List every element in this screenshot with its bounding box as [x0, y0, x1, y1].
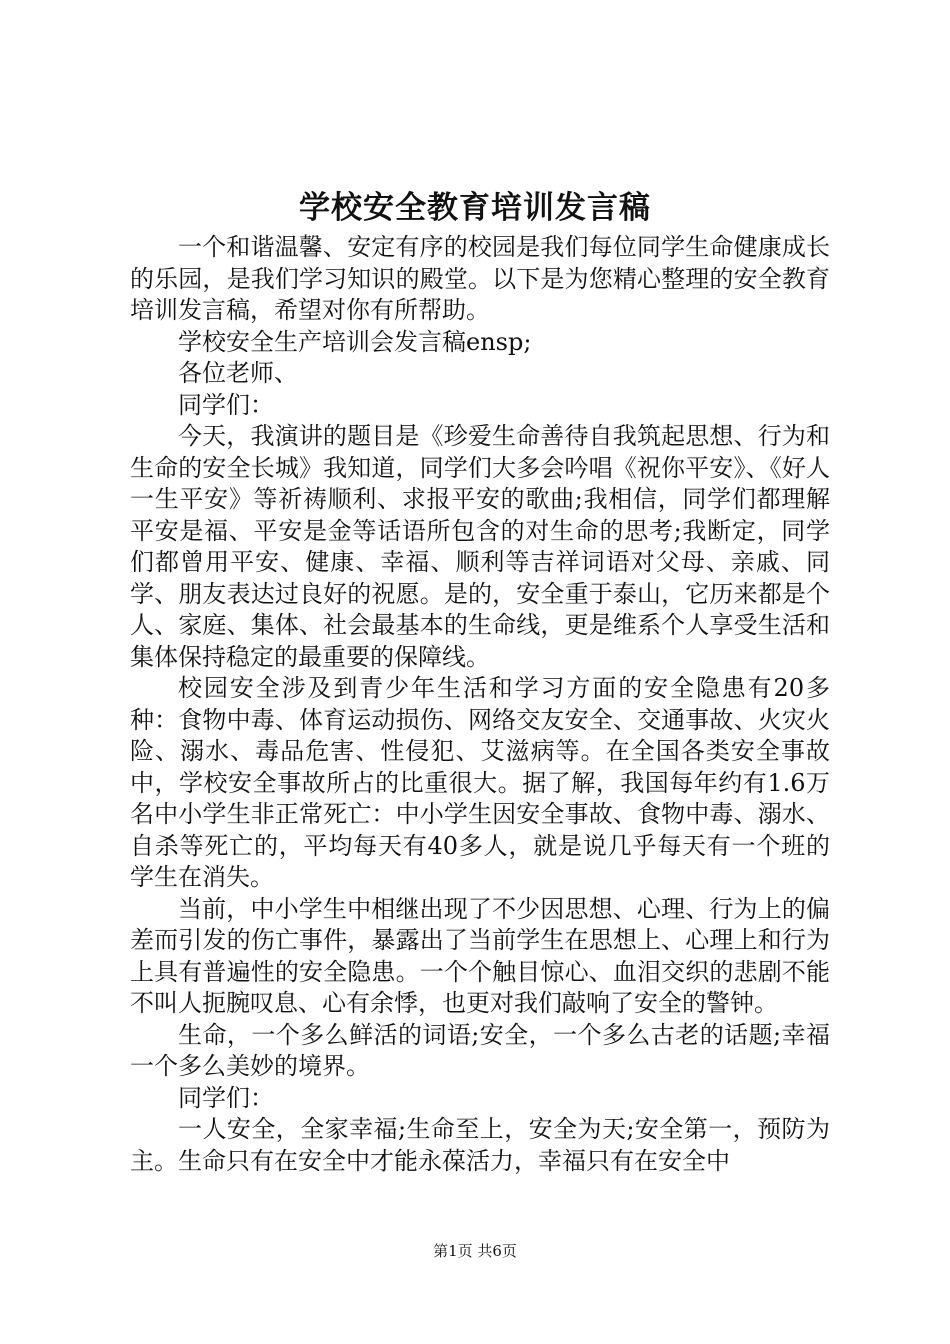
- paragraph: 生命，一个多么鲜活的词语;安全，一个多么古老的话题;幸福一个多么美妙的境界。: [130, 1020, 830, 1080]
- page-number-footer: 第1页 共6页: [433, 1242, 517, 1260]
- paragraph: 各位老师、: [178, 359, 298, 387]
- paragraph: 今天，我演讲的题目是《珍爱生命善待自我筑起思想、行为和生命的安全长城》我知道，同学们大多会吟唱《祝你平安》、《好人一生平安》等祈祷顺利、求报平安的歌曲;我相信，同学们都理解平安是福、平安是金等话语所包含的对生命的思考;我断定，同学们都曾用平安、健康、幸福、顺利等吉祥词语对父母、亲戚、同学、朋友表达过良好的祝愿。是的，安全重于泰山，它历来都是个人、家庭、集体、社会最基本的生命线，更是维系个人享受生活和集体保持稳定的最重要的保障线。: [130, 422, 830, 671]
- paragraph: 学校安全生产培训会发言稿ensp;: [178, 327, 532, 356]
- paragraph: 校园安全涉及到青少年生活和学习方面的安全隐患有20多种：食物中毒、体育运动损伤、网络交友安全、交通事故、火灾火险、溺水、毒品危害、性侵犯、艾滋病等。在全国各类安全事故中，学校安全事故所占的比重很大。据了解，我国每年约有1.6万名中小学生非正常死亡：中小学生因安全事故、食物中毒、溺水、自杀等死亡的，平均每天有40多人，就是说几乎每天有一个班的学生在消失。: [130, 674, 830, 891]
- document-body: [130, 232, 830, 1177]
- paragraph: 一人安全，全家幸福;生命至上，安全为天;安全第一，预防为主。生命只有在安全中才能永葆活力，幸福只有在安全中: [130, 1115, 830, 1175]
- paragraph: 同学们：: [178, 390, 274, 419]
- paragraph: 一个和谐温馨、安定有序的校园是我们每位同学生命健康成长的乐园，是我们学习知识的殿堂。以下是为您精心整理的安全教育培训发言稿，希望对你有所帮助。: [130, 233, 830, 324]
- paragraph: 当前，中小学生中相继出现了不少因思想、心理、行为上的偏差而引发的伤亡事件，暴露出了当前学生在思想上、心理上和行为上具有普遍性的安全隐患。一个个触目惊心、血泪交织的悲剧不能不叫人扼腕叹息、心有余悸，也更对我们敲响了安全的警钟。: [130, 894, 830, 1017]
- document-title: 学校安全教育培训发言稿: [299, 190, 651, 226]
- paragraph: 同学们：: [178, 1083, 274, 1112]
